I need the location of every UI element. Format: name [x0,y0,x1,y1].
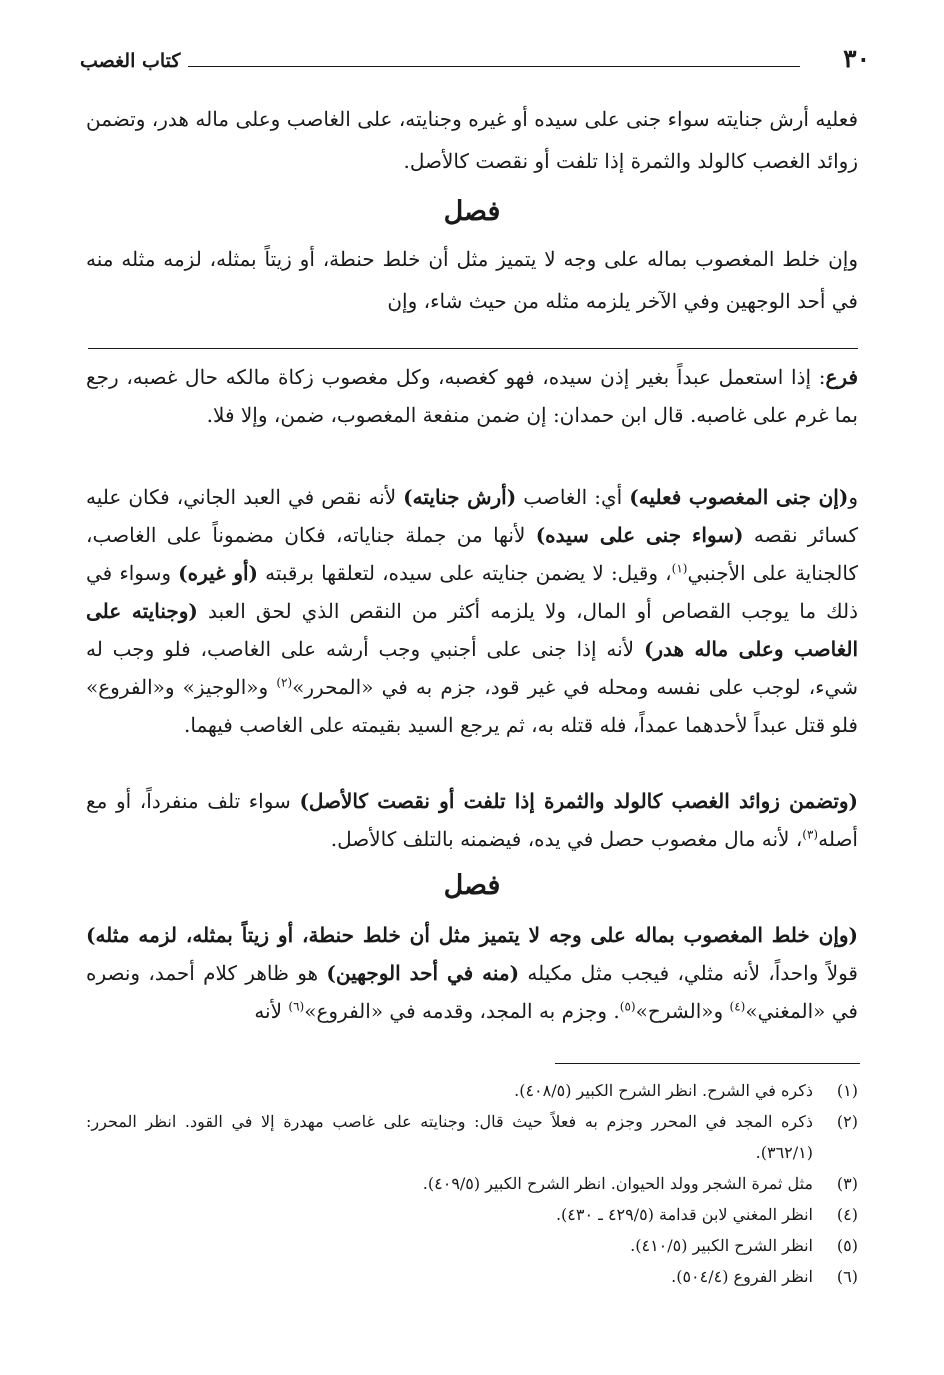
footnote-number: (٣) [836,1174,858,1193]
footnote-number: (١) [836,1081,858,1100]
footnote-item [86,1261,858,1292]
footnote-item [86,1075,858,1106]
footnote-number: (٤) [836,1205,858,1224]
footnote-ref[interactable]: (١) [671,561,688,576]
footnote-item [86,1230,858,1261]
footnote-text: مثل ثمرة الشجر وولد الحيوان. انظر الشرح الكبير (٤٠٩/٥). [422,1174,813,1193]
footnote-text: انظر الفروع (٥٠٤/٤). [671,1267,813,1286]
footnote-number: (٦) [836,1267,858,1286]
far-label: فرع [825,365,858,389]
footnote-ref[interactable]: (٢) [276,675,293,690]
matn-section-heading: فصل [443,196,501,227]
quoted-matn: (وجنايته على الغاصب وعلى ماله هدر) [86,599,858,661]
footnote-text: انظر الشرح الكبير (٤١٠/٥). [630,1236,813,1255]
quoted-matn: (سواء جنى على سيده) [535,523,744,547]
commentary-far-note: فرع: إذا استعمل عبداً بغير إذن سيده، فهو كغصبه، وكل مغصوب زكاة مالكه حال غصبه، رجع بما غرم على غاصبه. قال ابن حمدان: إن ضمن منفعة المغصوب، ضمن، وإلا فلا. [86,365,858,427]
page-number: ٣٠ [843,44,870,73]
matn-line: هدر، وتضمن زوائد الغصب كالولد والثمرة إذا تلفت أو نقصت كالأصل. [86,107,858,173]
footnote-item [86,1199,858,1230]
quoted-matn: (منه في أحد الوجهين) [326,961,520,985]
footnote-item [86,1168,858,1199]
header-rule [188,66,800,67]
matn-paragraph-2 [86,238,858,322]
commentary-section-heading: فصل [443,870,501,901]
running-header [80,44,870,80]
quoted-matn: (وتضمن زوائد الغصب كالولد والثمرة إذا تلفت أو نقصت كالأصل) [299,789,859,813]
footnote-text: ذكره في الشرح. انظر الشرح الكبير (٤٠٨/٥). [514,1081,813,1100]
footnote-text: ذكره المجد في المحرر وجزم به فعلاً حيث قال: وجنايته على غاصب مهدرة إلا في القود. انظر المحرر: (٣٦٢/١). [86,1112,813,1162]
matn-line: بمثله، لزمه مثله منه في أحد الوجهين وفي الآخر يلزمه مثله من حيث شاء، وإن [86,247,858,313]
matn-paragraph-1 [86,98,858,182]
commentary-paragraph-2: (وتضمن زوائد الغصب كالولد والثمرة إذا تلفت أو نقصت كالأصل) سواء تلف منفرداً، أو مع أصله$^{(٣)}$، لأنه مال مغصوب حصل في يده، فيضمنه بالتلف كالأصل. [86,789,859,851]
footnote-ref[interactable]: (٤) [729,999,746,1014]
commentary-paragraph-3: (وإن خلط المغصوب بماله على وجه لا يتميز مثل أن خلط حنطة، أو زيتاً بمثله، لزمه مثله) قولاً واحداً، لأنه مثلي، فيجب مثل مكيله (منه في أحد الوجهين) هو ظاهر كلام أحمد، ونصره في «المغني»$^{(٤)}$ و«الشرح»$^{(٥)}$. وجزم به المجد، وقدمه في «الفروع»$^{(٦)}$ لأنه [86,923,858,1023]
footnote-item [86,1106,858,1168]
quoted-matn: (وإن خلط المغصوب بماله على وجه لا يتميز مثل أن خلط حنطة، أو زيتاً بمثله، لزمه مثله) [86,923,858,947]
footnote-text: انظر المغني لابن قدامة (٤٢٩/٥ ـ ٤٣٠). [555,1205,813,1224]
footnote-separator [555,1063,860,1064]
quoted-matn: (أو غيره) [178,561,258,585]
book-title: كتاب الغصب [80,50,181,72]
matn-line: فعليه أرش جنايته سواء جنى على سيده أو غيره وجنايته، على الغاصب وعلى ماله [195,107,859,131]
footnote-ref[interactable]: (٥) [619,999,636,1014]
footnote-number: (٥) [836,1236,858,1255]
footnotes [86,1075,858,1292]
quoted-matn: (إن جنى المغصوب فعليه) [629,485,849,509]
commentary-paragraph-1: و(إن جنى المغصوب فعليه) أي: الغاصب (أرش جنايته) لأنه نقص في العبد الجاني، فكان عليه كسائر نقصه (سواء جنى على سيده) لأنها من جملة جناياته، فكان مضموناً على الغاصب، كالجناية على الأجنبي$^{(١)}$، وقيل: لا يضمن جنايته على سيده، لتعلقها برقبته (أو غيره) وسواء في ذلك ما يوجب القصاص أو المال، ولا يلزمه أكثر من النقص الذي لحق العبد (وجنايته على الغاصب وعلى ماله هدر) لأنه إذا جنى على أجنبي وجب أرشه على الغاصب، فلو وجب له شيء، لوجب على نفسه ومحله في غير قود، جزم به في «المحرر»$^{(٢)}$ و«الوجيز» و«الفروع» فلو قتل عبداً لأحدهما عمداً، فله قتله به، ثم يرجع السيد بقيمته على الغاصب فيهما. [86,485,859,737]
quoted-matn: (أرش جنايته) [403,485,517,509]
footnote-ref[interactable]: (٦) [288,999,305,1014]
matn-line: وإن خلط المغصوب بماله على وجه لا يتميز مثل أن خلط حنطة، أو زيتاً [264,247,858,271]
footnote-ref[interactable]: (٣) [802,827,819,842]
footnote-number: (٢) [836,1112,858,1131]
matn-commentary-separator [88,348,858,349]
